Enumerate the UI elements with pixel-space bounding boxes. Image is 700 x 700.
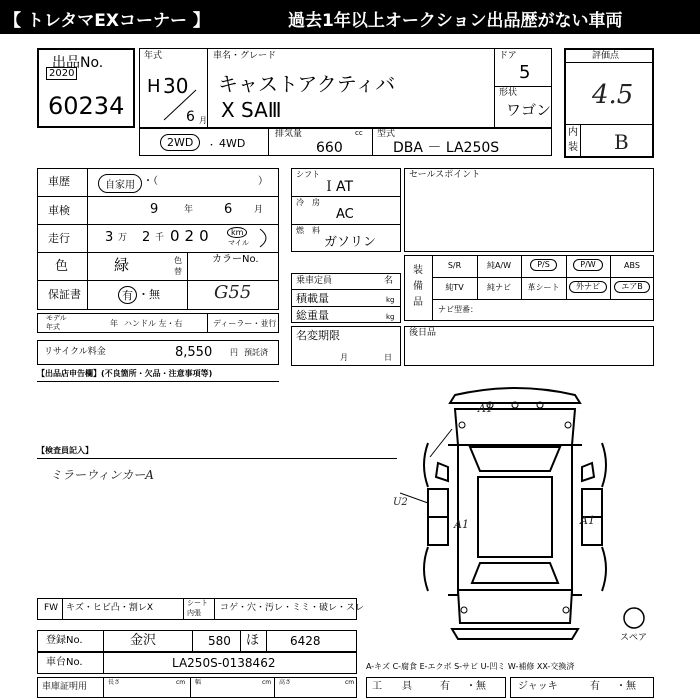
floor-text: キズ・ヒビ凸・割レX <box>66 603 153 613</box>
lot-number: 60234 <box>48 92 125 120</box>
cert-height: 高さ <box>279 679 292 686</box>
registration-kana: ほ <box>246 633 260 648</box>
equip-pw: P/W <box>566 259 610 271</box>
chassis-label: 車台No. <box>46 657 83 668</box>
equip-sr: S/R <box>447 261 462 270</box>
year-month-unit: 月 <box>199 116 207 125</box>
jack-yes: 有 <box>590 681 600 692</box>
cert-width: 幅 <box>195 679 202 686</box>
load-label: 積載量 <box>296 292 329 305</box>
damage-mark-right-door: A1 <box>580 514 595 527</box>
doors-label: ドア <box>499 51 517 61</box>
warranty-no: ・無 <box>138 288 160 301</box>
equip-ext-navi: 外ナビ <box>566 281 610 293</box>
model-code-label: 型式 <box>377 129 396 139</box>
name-label: 車名・グレード <box>213 51 277 61</box>
damage-legend: A-キズ C-腐食 E-エクボ S-サビ U-凹ミ W-補修 XX-交換済 <box>366 662 575 671</box>
model-year-handle: ハンドル 左・右 <box>124 319 183 328</box>
divider <box>432 277 654 278</box>
divider <box>37 458 397 459</box>
mileage-man: 3 <box>105 230 114 245</box>
ac-label: 冷 房 <box>296 198 320 207</box>
mileage-unit-mile: マイル <box>228 239 249 247</box>
divider <box>37 280 279 281</box>
shift-value: ＩAT <box>322 179 354 195</box>
header-left: 【 トレタマEXコーナー 】 <box>4 11 210 31</box>
equip-aw: 純A/W <box>486 261 512 270</box>
gross-label: 総重量 <box>296 309 329 322</box>
damage-mark-mirror: U2 <box>393 497 408 508</box>
cert-label: 車庫証明用 <box>42 682 88 692</box>
inspection-month: 6 <box>224 202 233 217</box>
after-day-box <box>404 326 654 366</box>
damage-mark-front: A1 <box>478 402 493 415</box>
divider <box>240 630 241 652</box>
divider <box>192 630 193 652</box>
cert-cm-1: cm <box>176 679 186 686</box>
divider <box>274 677 275 698</box>
recycle-note: 預託済 <box>244 348 268 357</box>
divider <box>372 128 373 156</box>
doors-value: 5 <box>519 62 531 83</box>
color-value: 緑 <box>114 256 130 274</box>
tools-label: 工 具 <box>372 681 412 692</box>
recycle-value: 8,550 <box>175 345 213 360</box>
after-day-label: 後日品 <box>409 328 437 338</box>
interior-label-2: 装 <box>568 142 578 153</box>
divider <box>564 124 654 125</box>
mileage-man-unit: 万 <box>118 233 128 243</box>
damage-mark-left-door: A1 <box>454 518 469 531</box>
year-month: 6 <box>186 109 195 125</box>
registration-area: 金沢 <box>130 633 157 648</box>
recycle-label: リサイクル料金 <box>44 347 106 357</box>
divider <box>432 299 654 300</box>
divider <box>37 196 279 197</box>
mileage-unit-km: km <box>227 227 247 238</box>
inspection-month-unit: 月 <box>254 205 264 215</box>
registration-label: 登録No. <box>46 635 83 646</box>
lot-label: 出品No. <box>52 55 104 71</box>
history-own: 自家用 <box>98 174 142 193</box>
equip-airbag: エアB <box>610 281 654 293</box>
divider <box>580 124 581 158</box>
mileage-sen-unit: 千 <box>155 233 165 243</box>
tools-no: ・無 <box>466 681 486 692</box>
divider <box>190 677 191 698</box>
fuel-label: 燃 料 <box>296 226 320 235</box>
gross-unit: kg <box>386 313 395 321</box>
displacement-value: 660 <box>316 140 343 156</box>
year-value: 30 <box>163 74 189 98</box>
divider <box>207 313 208 333</box>
color-no-value: G55 <box>214 282 252 303</box>
equip-ps: P/S <box>521 259 566 271</box>
sales-point-box <box>404 168 654 252</box>
history-rest: ・（ ） <box>143 176 268 187</box>
color-no-label: カラーNo. <box>212 254 259 265</box>
year-label: 年式 <box>144 51 163 61</box>
inspection-year-unit: 年 <box>184 205 194 215</box>
mileage-bracket-icon <box>256 227 276 249</box>
divider <box>103 677 104 698</box>
model-year-label-2: 年式 <box>46 323 60 331</box>
ac-value: AC <box>336 207 354 222</box>
seat-label-2: 内張 <box>187 609 201 617</box>
shape-value: ワゴン <box>506 101 552 119</box>
fuel-value: ガソリン <box>324 235 377 250</box>
divider <box>87 168 88 310</box>
mileage-label: 走行 <box>48 232 70 245</box>
cert-length: 長さ <box>108 679 121 686</box>
seat-label-1: シート <box>187 599 208 607</box>
divider <box>183 598 184 620</box>
seat-text: コゲ・穴・汚レ・ミミ・破レ・スレ <box>220 603 365 613</box>
lot-year-tag: 2020 <box>46 67 77 80</box>
deadline-day: 日 <box>384 353 392 362</box>
warranty-yes: 有 <box>118 286 137 304</box>
equip-abs: ABS <box>624 261 640 270</box>
capacity-unit: 名 <box>384 276 394 286</box>
model-year-label-1: モデル <box>46 314 67 322</box>
inspector-note: ミラーウィンカーA <box>50 468 154 482</box>
model-year-unit: 年 <box>110 319 118 328</box>
mileage-digits: 020 <box>170 227 214 245</box>
chassis-value: LA250S-0138462 <box>172 656 276 670</box>
divider <box>291 196 401 197</box>
recycle-unit: 円 <box>230 348 238 357</box>
header-right: 過去1年以上オークション出品歴がない車両 <box>288 11 623 31</box>
divider <box>291 306 401 307</box>
inspection-label: 車検 <box>48 204 70 217</box>
displacement-label: 排気量 <box>275 129 303 139</box>
load-unit: kg <box>386 296 395 304</box>
drive-4wd: 4WD <box>219 137 246 150</box>
model-year-dealer: ディーラー・並行 <box>213 319 277 328</box>
jack-label: ジャッキ <box>518 681 558 692</box>
equipment-label-3: 品 <box>413 297 423 308</box>
divider <box>214 598 215 620</box>
divider <box>291 224 401 225</box>
interior-label-1: 内 <box>568 127 578 138</box>
divider <box>37 224 279 225</box>
divider <box>494 48 495 128</box>
divider <box>103 630 104 652</box>
registration-number: 6428 <box>290 634 321 648</box>
inspection-year: 9 <box>150 202 159 217</box>
history-label: 車歴 <box>48 175 70 188</box>
mileage-sen: 2 <box>142 230 151 245</box>
warranty-label: 保証書 <box>48 288 81 301</box>
equip-navi: 純ナビ <box>487 283 511 292</box>
divider <box>494 86 552 87</box>
score-value: 4.5 <box>592 80 634 110</box>
deadline-month: 月 <box>340 353 348 362</box>
cert-cm-3: cm <box>345 679 355 686</box>
car-diagram <box>400 385 630 645</box>
sales-point-label: セールスポイント <box>409 170 481 180</box>
tools-yes: 有 <box>440 681 450 692</box>
color-label: 色 <box>55 259 69 274</box>
capacity-label: 乗車定員 <box>296 276 333 286</box>
color-swap-2: 替 <box>174 267 182 276</box>
equip-leather: 革シート <box>527 283 560 292</box>
divider <box>291 289 401 290</box>
jack-no: ・無 <box>616 681 636 692</box>
year-era: H <box>147 76 161 97</box>
displacement-unit: cc <box>355 129 363 137</box>
registration-class: 580 <box>208 634 231 648</box>
seller-notes-label: 【出品店申告欄】(不良箇所・欠品・注意事項等) <box>37 369 213 378</box>
divider <box>207 48 208 128</box>
score-label: 評価点 <box>592 51 620 61</box>
equip-tv: 純TV <box>445 283 464 292</box>
divider <box>266 630 267 652</box>
spare-label: スペア <box>620 633 648 643</box>
floor-label: FW <box>44 603 59 613</box>
color-swap-1: 色 <box>174 256 182 265</box>
divider <box>187 252 188 310</box>
cert-cm-2: cm <box>262 679 272 686</box>
drive-sep: ・ <box>207 141 217 151</box>
divider <box>62 598 63 620</box>
divider <box>268 128 269 156</box>
navi-model-label: ナビ型番： <box>438 305 478 314</box>
spare-tire-icon <box>622 606 646 630</box>
equipment-label-2: 備 <box>413 281 423 292</box>
shape-label: 形状 <box>499 88 518 98</box>
shift-label: シフト <box>296 170 320 179</box>
divider <box>37 381 279 382</box>
car-name: キャストアクティバ <box>218 72 396 96</box>
model-code-value: DBA － LA250S <box>393 140 500 156</box>
divider <box>37 252 279 253</box>
inspector-label: 【検査員記入】 <box>37 446 93 455</box>
deadline-label: 名変期限 <box>296 329 340 342</box>
car-grade: X SAⅢ <box>221 98 282 122</box>
drive-2wd: 2WD <box>160 134 200 151</box>
equipment-label-1: 装 <box>413 265 423 276</box>
interior-value: B <box>614 130 629 154</box>
divider <box>103 652 104 674</box>
